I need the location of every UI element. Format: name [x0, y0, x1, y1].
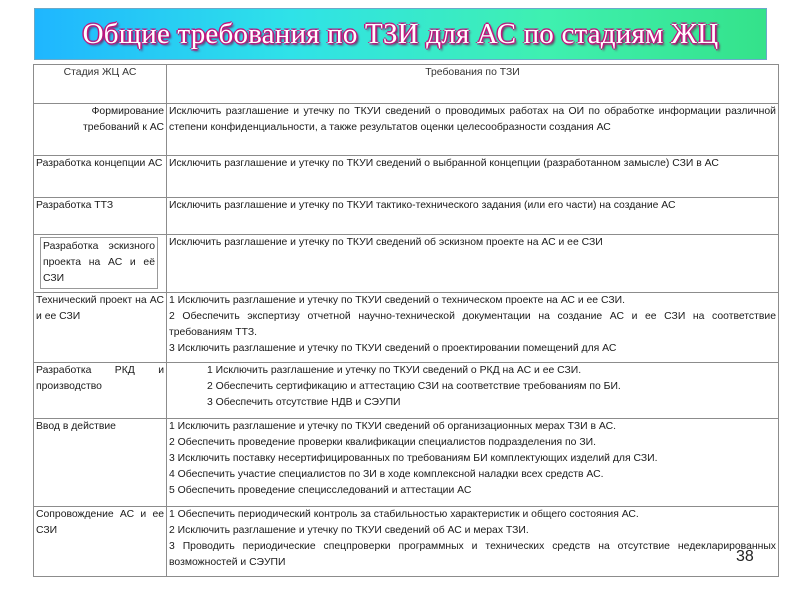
requirement-item: 1 Исключить разглашение и утечку по ТКУИ сведений об организационных мерах ТЗИ в АС.	[169, 421, 617, 432]
requirements-cell	[167, 363, 779, 419]
requirement-item: 2 Обеспечить экспертизу отчетной научно-технической документации на создание АС и ее СЗИ на соответствие требованиям ТТЗ.	[169, 311, 776, 338]
header-requirements: Требования по ТЗИ	[167, 65, 779, 104]
table-row	[34, 104, 779, 156]
slide-title: Общие требования по ТЗИ для АС по стадиям ЖЦ	[82, 17, 719, 50]
requirements-cell	[167, 419, 779, 507]
stage-cell: Разработка ТТЗ	[34, 198, 167, 235]
requirements-table	[33, 64, 779, 577]
requirement-item: Исключить разглашение и утечку по ТКУИ сведений о проводимых работах на ОИ по обработке информации различной степени конфиденциальности, а также результатов оценки целесообразности создания АС	[169, 106, 776, 133]
requirement-item: 5 Обеспечить проведение специсследований и аттестации АС	[169, 485, 472, 496]
requirement-item: 3 Исключить поставку несертифицированных по требованиям БИ комплектующих изделий для СЗИ.	[169, 453, 658, 464]
table-row	[34, 198, 779, 235]
requirements-cell	[167, 507, 779, 577]
requirement-item: Исключить разглашение и утечку по ТКУИ тактико-технического задания (или его части) на создание АС	[169, 200, 676, 211]
requirements-cell	[167, 198, 779, 235]
requirement-item: 3 Проводить периодические спецпроверки программных и технических средств на отсутствие недекларированных возможностей и СЭУПИ	[169, 541, 776, 568]
stage-cell: Разработка РКД и производство	[34, 363, 167, 419]
table-row	[34, 156, 779, 198]
table-header-row	[34, 65, 779, 104]
stage-cell	[34, 235, 167, 293]
stage-cell: Формирование требований к АС	[34, 104, 167, 156]
table-row	[34, 235, 779, 293]
page-number: 38	[736, 548, 754, 565]
header-stage: Стадия ЖЦ АС	[34, 65, 167, 104]
stage-cell: Сопровождение АС и ее СЗИ	[34, 507, 167, 577]
stage-cell: Технический проект на АС и ее СЗИ	[34, 293, 167, 363]
requirement-item: 2 Обеспечить проведение проверки квалификации специалистов подразделения по ЗИ.	[169, 437, 596, 448]
table-row	[34, 507, 779, 577]
stage-cell: Ввод в действие	[34, 419, 167, 507]
requirements-cell	[167, 104, 779, 156]
stage-boxed-label: Разработка эскизного проекта на АС и её СЗИ	[40, 237, 158, 289]
title-banner	[34, 8, 767, 60]
requirements-cell	[167, 235, 779, 293]
requirement-item: Исключить разглашение и утечку по ТКУИ сведений о выбранной концепции (разработанном замысле) СЗИ в АС	[169, 158, 719, 169]
requirement-item: 3 Исключить разглашение и утечку по ТКУИ сведений о проектировании помещений для АС	[169, 343, 617, 354]
requirement-item: 1 Исключить разглашение и утечку по ТКУИ сведений о РКД на АС и ее СЗИ.	[207, 365, 582, 376]
table-row	[34, 293, 779, 363]
requirements-cell	[167, 156, 779, 198]
table-row	[34, 363, 779, 419]
requirement-item: 2 Исключить разглашение и утечку по ТКУИ сведений об АС и мерах ТЗИ.	[169, 525, 529, 536]
table-row	[34, 419, 779, 507]
requirement-item: 1 Исключить разглашение и утечку по ТКУИ сведений о техническом проекте на АС и ее СЗИ.	[169, 295, 625, 306]
stage-cell: Разработка концепции АС	[34, 156, 167, 198]
requirement-item: 3 Обеспечить отсутствие НДВ и СЭУПИ	[207, 397, 401, 408]
requirement-item: 1 Обеспечить периодический контроль за стабильностью характеристик и общего состояния АС.	[169, 509, 639, 520]
requirement-item: 4 Обеспечить участие специалистов по ЗИ в ходе комплексной наладки всех средств АС.	[169, 469, 604, 480]
requirement-item: 2 Обеспечить сертификацию и аттестацию СЗИ на соответствие требованиям по БИ.	[207, 381, 621, 392]
requirement-item: Исключить разглашение и утечку по ТКУИ сведений об эскизном проекте на АС и ее СЗИ	[169, 237, 603, 248]
requirements-cell	[167, 293, 779, 363]
